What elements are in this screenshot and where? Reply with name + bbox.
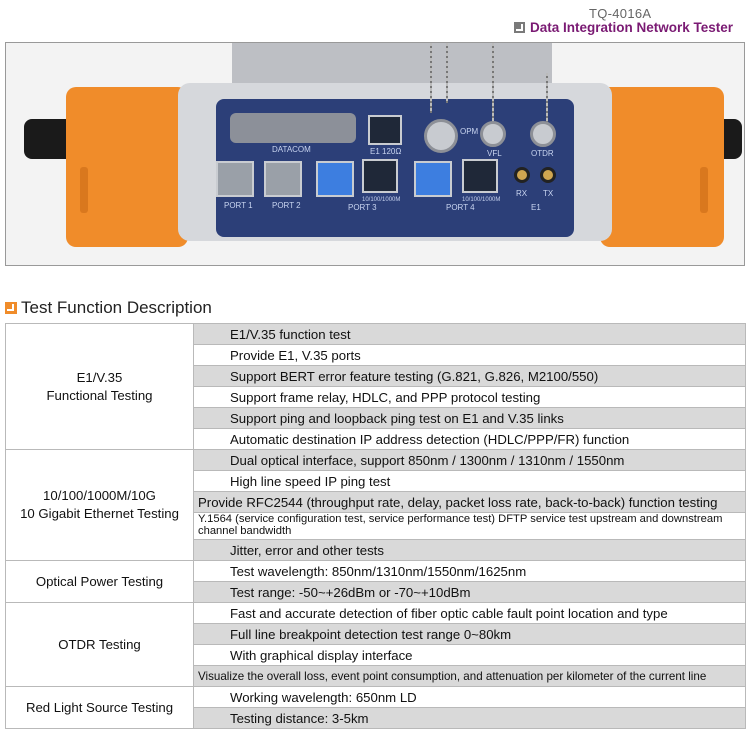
sfp-port-4 [414, 161, 452, 197]
item-cell: Automatic destination IP address detection (HDLC/PPP/FR) function [194, 429, 746, 450]
sfp-port-3 [316, 161, 354, 197]
item-cell: Provide RFC2544 (throughput rate, delay, packet loss rate, back-to-back) function testing [194, 492, 746, 513]
category-cell [6, 603, 194, 687]
datacom-connector [230, 113, 356, 143]
category-cell [6, 561, 194, 603]
e1-120-label: E1 120Ω [370, 147, 402, 156]
item-cell: Support BERT error feature testing (G.821, G.826, M2100/550) [194, 366, 746, 387]
item-cell: Y.1564 (service configuration test, service performance test) DFTP service test upstream and downstream channel bandwidth [194, 513, 746, 540]
port4-label: PORT 4 [446, 203, 475, 212]
category-cell [6, 450, 194, 561]
table-row [6, 687, 746, 708]
vfl-connector [480, 121, 506, 147]
item-cell: Support frame relay, HDLC, and PPP protocol testing [194, 387, 746, 408]
device-top-shell [232, 43, 552, 85]
subtitle-row [514, 20, 733, 35]
item-cell: Provide E1, V.35 ports [194, 345, 746, 366]
opm-label: OPM [460, 127, 479, 136]
function-table [5, 323, 746, 729]
rj45-port-4 [462, 159, 498, 193]
item-cell: With graphical display interface [194, 645, 746, 666]
category-cell [6, 687, 194, 729]
chain [430, 43, 432, 113]
model-number: TQ-4016A [589, 6, 652, 21]
datacom-label: DATACOM [272, 145, 311, 154]
e1-tx-connector [540, 167, 556, 183]
table-row [6, 450, 746, 471]
opm-connector [424, 119, 458, 153]
right-bumper [600, 87, 724, 247]
category-line: E1/V.35 [76, 369, 123, 385]
item-cell: Test range: -50~+26dBm or -70~+10dBm [194, 582, 746, 603]
item-cell: Jitter, error and other tests [194, 540, 746, 561]
product-photo [5, 42, 745, 266]
item-cell: Support ping and loopback ping test on E1 and V.35 links [194, 408, 746, 429]
category-line: Optical Power Testing [35, 573, 164, 589]
category-line: OTDR Testing [58, 636, 141, 652]
port2-label: PORT 2 [272, 201, 301, 210]
tx-label: TX [543, 189, 554, 198]
sfp-port-2 [264, 161, 302, 197]
corner-arrow-icon [514, 22, 525, 33]
section-title: Test Function Description [21, 298, 212, 317]
rate4-label: 10/100/1000M [462, 197, 501, 203]
item-cell: E1/V.35 function test [194, 324, 746, 345]
table-row [6, 603, 746, 624]
item-cell: Working wavelength: 650nm LD [194, 687, 746, 708]
left-bumper [66, 87, 188, 247]
vfl-label: VFL [487, 149, 502, 158]
e1-label: E1 [531, 203, 541, 212]
port1-label: PORT 1 [224, 201, 253, 210]
item-cell: Fast and accurate detection of fiber optic cable fault point location and type [194, 603, 746, 624]
category-line: 10/100/1000M/10G [43, 488, 156, 503]
item-cell: Full line breakpoint detection test range 0~80km [194, 624, 746, 645]
e1-rx-connector [514, 167, 530, 183]
section-heading [5, 298, 212, 318]
port3-label: PORT 3 [348, 203, 377, 212]
category-line: Functional Testing [46, 387, 153, 403]
category-line: 10 Gigabit Ethernet Testing [20, 506, 179, 521]
chain [492, 43, 494, 123]
item-cell: Dual optical interface, support 850nm / 1300nm / 1310nm / 1550nm [194, 450, 746, 471]
e1-120-port [368, 115, 402, 145]
category-line: Red Light Source Testing [25, 699, 174, 715]
corner-arrow-icon [5, 302, 17, 314]
rx-label: RX [516, 189, 528, 198]
chain [446, 43, 448, 103]
item-cell: Test wavelength: 850nm/1310nm/1550nm/1625nm [194, 561, 746, 582]
table-row [6, 561, 746, 582]
rate3-label: 10/100/1000M [362, 197, 401, 203]
otdr-label: OTDR [531, 149, 554, 158]
category-cell [6, 324, 194, 450]
table-row [6, 324, 746, 345]
product-subtitle: Data Integration Network Tester [530, 20, 734, 35]
item-cell: Visualize the overall loss, event point consumption, and attenuation per kilometer of the current line [194, 666, 746, 687]
otdr-connector [530, 121, 556, 147]
rj45-port-3 [362, 159, 398, 193]
sfp-port-1 [216, 161, 254, 197]
item-cell: Testing distance: 3-5km [194, 708, 746, 729]
item-cell: High line speed IP ping test [194, 471, 746, 492]
